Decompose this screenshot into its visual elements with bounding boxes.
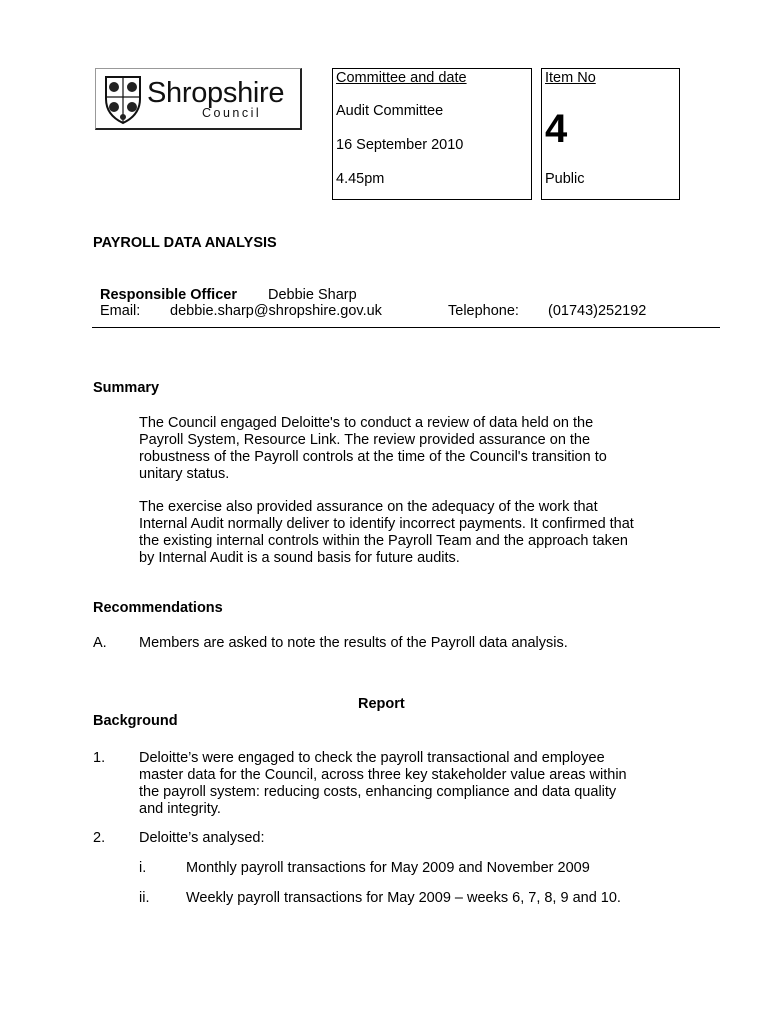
officer-telephone: (01743)252192 xyxy=(548,303,647,319)
item-number: 4 xyxy=(545,107,568,151)
report-item-1: Deloitte’s were engaged to check the payroll transactional and employee master data for the Council, across three key stakeholder value areas within the payroll system: reducing costs, enhancing compliance and data quality and integrity. xyxy=(139,750,627,817)
subitem-marker: i. xyxy=(139,860,147,876)
officer-name: Debbie Sharp xyxy=(268,287,357,303)
header-divider xyxy=(92,327,720,328)
recommendations-heading: Recommendations xyxy=(93,600,223,616)
email-label: Email: xyxy=(100,303,141,319)
logo-subtitle: Council xyxy=(202,106,262,120)
subitem-marker: ii. xyxy=(139,890,150,906)
subitem-text: Weekly payroll transactions for May 2009 – weeks 6, 7, 8, 9 and 10. xyxy=(186,890,621,906)
recommendation-marker: A. xyxy=(93,635,107,651)
summary-paragraph-1: The Council engaged Deloitte's to conduct a review of data held on the Payroll System, Resource Link. The review provided assurance on the robustness of the Payroll controls at the time of the Council's transition to unitary status. xyxy=(139,415,607,482)
summary-paragraph-2: The exercise also provided assurance on the adequacy of the work that Internal Audit normally deliver to identify incorrect payments. It confirmed that the existing internal controls within the Payroll Team and the approach taken by Internal Audit is a sound basis for future audits. xyxy=(139,499,634,566)
committee-date: 16 September 2010 xyxy=(336,137,464,153)
officer-label: Responsible Officer xyxy=(100,287,237,303)
report-item-2: Deloitte’s analysed: xyxy=(139,830,265,846)
background-heading: Background xyxy=(93,713,178,729)
report-item-marker: 2. xyxy=(93,830,106,846)
report-item-marker: 1. xyxy=(93,750,106,766)
committee-name: Audit Committee xyxy=(336,103,444,119)
committee-label: Committee and date xyxy=(336,70,467,86)
officer-email: debbie.sharp@shropshire.gov.uk xyxy=(170,303,382,319)
logo-wordmark: Shropshire xyxy=(147,77,285,109)
item-visibility: Public xyxy=(545,171,585,187)
recommendation-text: Members are asked to note the results of the Payroll data analysis. xyxy=(139,635,568,651)
summary-heading: Summary xyxy=(93,380,160,396)
shield-icon xyxy=(104,75,142,125)
report-heading: Report xyxy=(358,696,405,712)
telephone-label: Telephone: xyxy=(448,303,519,319)
subitem-text: Monthly payroll transactions for May 2009 and November 2009 xyxy=(186,860,590,876)
page-title: PAYROLL DATA ANALYSIS xyxy=(93,235,277,251)
item-label: Item No xyxy=(545,70,596,86)
committee-time: 4.45pm xyxy=(336,171,385,187)
